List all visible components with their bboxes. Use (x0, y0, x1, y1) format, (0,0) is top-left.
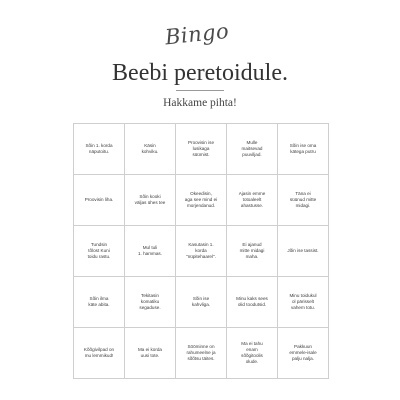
bingo-cell: Sõin ise oma kätega putru (278, 124, 329, 175)
script-title: Bingo (163, 18, 231, 50)
title-divider (176, 90, 224, 91)
bingo-cell: Mul tuli 1. hammas. (125, 226, 176, 277)
bingo-cell: Mulle maitsevad puuviljad. (227, 124, 278, 175)
bingo-cell: Tundsin tõlost Kuni toidu rastu. (74, 226, 125, 277)
bingo-cell: Sõin ilma käte abita. (74, 277, 125, 328)
bingo-cell: Täna ei süünud mitte midagi. (278, 175, 329, 226)
bingo-cell: Sõin 1. korda näputoitu. (74, 124, 125, 175)
page-subtitle: Hakkame pihta! (163, 97, 237, 109)
bingo-cell: Pakkuun emmele-isale palju nalja. (278, 328, 329, 379)
bingo-cell: Ei ajanud mitte midagi maha. (227, 226, 278, 277)
bingo-cell: Kõõgivilpad on mu lemmikud! (74, 328, 125, 379)
bingo-cell: Proovisin liha. (74, 175, 125, 226)
bingo-cell: Käsin kohviku. (125, 124, 176, 175)
bingo-cell: Sööminne on rahumeelne ja sõõtsu täites. (176, 328, 227, 379)
bingo-cell: Ajasin emme totoaleelt ahastusse. (227, 175, 278, 226)
bingo-cell: Okeedisin, aga see mind ei morjendanud. (176, 175, 227, 226)
bingo-grid (73, 123, 329, 379)
bingo-cell: Sõin kooki väljas ühes tee (125, 175, 176, 226)
bingo-cell: Ma ei tahu enam sõõgitoolis olude. (227, 328, 278, 379)
bingo-cell: Minu kaks sees olid toodutsid. (227, 277, 278, 328)
bingo-cell: Sõin ise kahvliga. (176, 277, 227, 328)
bingo-cell: Jõin ise tassist. (278, 226, 329, 277)
bingo-cell: Minu toidukul ol pärisselt vahem totu. (278, 277, 329, 328)
bingo-cell: Tekitasin komatiku segaduse. (125, 277, 176, 328)
page-title: Beebi peretoidule. (112, 60, 288, 86)
bingo-cell: Ma ei korda uusi tote. (125, 328, 176, 379)
bingo-cell: Kasutasin 1. korda "nüpitehaarel". (176, 226, 227, 277)
bingo-cell: Proovisin ise lusikaga süümist. (176, 124, 227, 175)
